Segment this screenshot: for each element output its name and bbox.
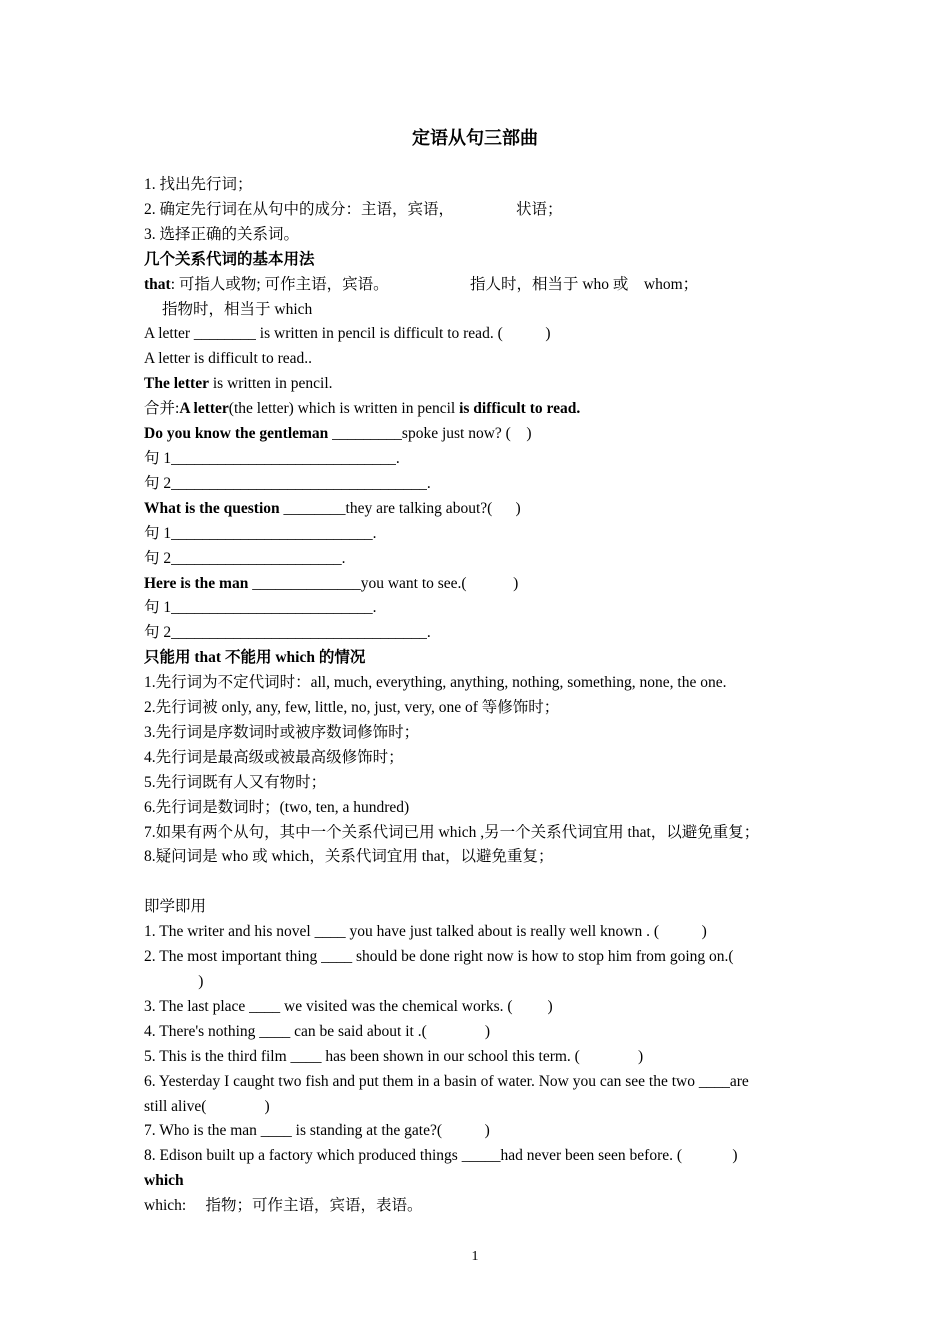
answer-line: 句 1_____________________________. (144, 449, 400, 467)
that-usage-text: : 可指人或物; 可作主语，宾语。 指人时，相当于 who 或 whom； (170, 275, 699, 293)
rule-item: 7.如果有两个从句，其中一个关系代词已用 which ,另一个关系代词宜用 that，以避免重复； (144, 823, 760, 841)
spacer (144, 870, 809, 895)
practice-item-continued: still alive( ) (144, 1097, 270, 1115)
plain-phrase: (the letter) which is written in pencil (228, 400, 460, 418)
practice-item-continued: ) (144, 972, 204, 990)
practice-item: 8. Edison built up a factory which produced things _____had never been seen before. ( ) (144, 1147, 738, 1165)
plain-phrase: ______________you want to see.( ) (248, 574, 519, 592)
bold-phrase: A letter (179, 400, 229, 418)
bold-phrase: What is the question (144, 499, 280, 517)
step-line: 2. 确定先行词在从句中的成分：主语，宾语， 状语； (144, 200, 563, 218)
page-title: 定语从句三部曲 (412, 128, 538, 148)
practice-item: 1. The writer and his novel ____ you have just talked about is really well known . ( ) (144, 923, 707, 941)
answer-line: 句 2_________________________________. (144, 474, 431, 492)
plain-phrase: ________they are talking about?( ) (279, 499, 521, 517)
rule-item: 3.先行词是序数词时或被序数词修饰时； (144, 723, 420, 741)
section-heading: 几个关系代词的基本用法 (144, 250, 315, 268)
rule-item: 6.先行词是数词时；(two, ten, a hundred) (144, 798, 410, 816)
that-usage-line (144, 273, 809, 298)
that-usage-line-2: 指物时，相当于 which (162, 300, 313, 318)
section-heading: 只能用 that 不能用 which 的情况 (144, 649, 366, 667)
example-sentence (144, 372, 809, 397)
answer-line: 句 2______________________. (144, 549, 346, 567)
example-question (144, 422, 809, 447)
answer-line: 句 1__________________________. (144, 599, 377, 617)
practice-item: 3. The last place ____ we visited was the chemical works. ( ) (144, 997, 553, 1015)
plain-phrase: _________spoke just now? ( ) (328, 425, 532, 443)
step-line: 1. 找出先行词； (144, 176, 253, 193)
rule-item: 8.疑问词是 who 或 which，关系代词宜用 that，以避免重复； (144, 848, 554, 866)
page-number: 1 (471, 1249, 479, 1264)
practice-item: 6. Yesterday I caught two fish and put them in a basin of water. Now you can see the two ____are (144, 1072, 749, 1090)
example-question (144, 497, 809, 522)
rule-item: 5.先行词既有人又有物时； (144, 773, 327, 791)
example-sentence: A letter is difficult to read.. (144, 350, 313, 368)
bold-phrase: Do you know the gentleman (144, 425, 329, 443)
rule-item: 1.先行词为不定代词时：all, much, everything, anything, nothing, something, none, the one. (144, 674, 727, 692)
practice-item: 2. The most important thing ____ should be done right now is how to stop him from going on.( (144, 948, 734, 966)
rule-item: 4.先行词是最高级或被最高级修饰时； (144, 748, 404, 766)
section-heading: which (144, 1172, 184, 1190)
practice-item: 5. This is the third film ____ has been shown in our school this term. ( ) (144, 1047, 644, 1065)
merge-sentence (144, 397, 809, 422)
practice-item: 7. Who is the man ____ is standing at the gate?( ) (144, 1122, 490, 1140)
plain-phrase: is written in pencil. (208, 375, 333, 393)
which-usage-line: which: 指物；可作主语，宾语，表语。 (144, 1197, 423, 1215)
answer-line: 句 1__________________________. (144, 524, 377, 542)
practice-heading: 即学即用 (144, 898, 207, 916)
bold-phrase: The letter (144, 375, 209, 393)
document-body (144, 173, 809, 1219)
bold-phrase: Here is the man (144, 574, 249, 592)
example-question: A letter ________ is written in pencil is difficult to read. ( ) (144, 325, 551, 343)
bold-phrase: is difficult to read. (459, 400, 581, 418)
rule-item: 2.先行词被 only, any, few, little, no, just, very, one of 等修饰时； (144, 699, 560, 717)
answer-line: 句 2_________________________________. (144, 624, 431, 642)
practice-item: 4. There's nothing ____ can be said about it .( ) (144, 1022, 491, 1040)
merge-label: 合并: (144, 400, 180, 418)
that-term: that (144, 275, 171, 293)
example-question (144, 572, 809, 597)
step-line: 3. 选择正确的关系词。 (144, 225, 300, 243)
